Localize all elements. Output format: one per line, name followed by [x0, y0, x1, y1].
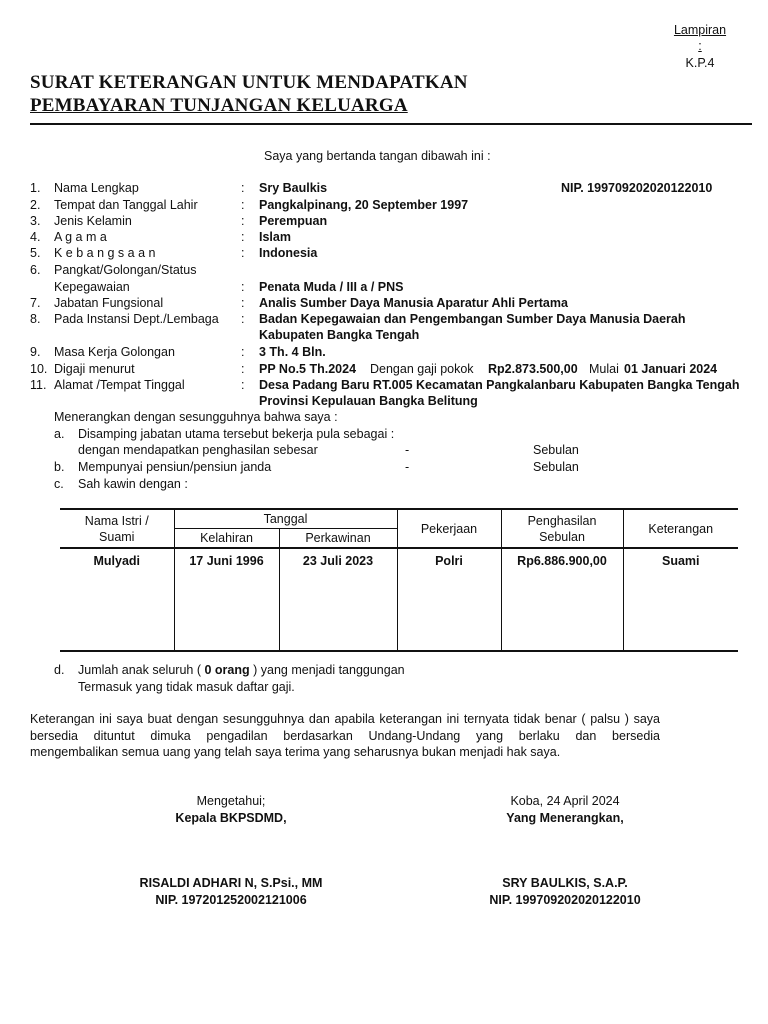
- field-value-jabatan: Analis Sumber Daya Manusia Aparatur Ahli Pertama: [259, 296, 568, 310]
- field-num: 4.: [30, 230, 41, 244]
- item-b-text: Mempunyai pensiun/pensiun janda: [78, 460, 272, 474]
- header-nama-l1: Nama Istri /: [84, 513, 149, 528]
- lampiran-code: K.P.4: [685, 56, 715, 70]
- sig-left-label: Mengetahui;: [196, 794, 266, 808]
- item-letter: d.: [54, 663, 65, 677]
- sig-right-place-date: Koba, 24 April 2024: [510, 794, 620, 808]
- field-colon: :: [241, 214, 245, 228]
- field-value-alamat: Desa Padang Baru RT.005 Kecamatan Pangkalanbaru Kabupaten Bangka Tengah: [259, 378, 740, 392]
- field-label: Masa Kerja Golongan: [54, 345, 175, 359]
- sig-left-nip: NIP. 197201252002121006: [155, 893, 307, 907]
- field-value-pp: PP No.5 Th.2024: [259, 362, 357, 376]
- item-d-pre: Jumlah anak seluruh (: [78, 663, 201, 677]
- menerangkan-text: Menerangkan dengan sesungguhnya bahwa saya :: [54, 410, 338, 424]
- item-letter: c.: [54, 477, 64, 491]
- header-penghasilan: [501, 509, 623, 548]
- lampiran-label: Lampiran: [673, 23, 727, 37]
- field-value-pangkat: Penata Muda / III a / PNS: [259, 280, 404, 294]
- field-num: 7.: [30, 296, 41, 310]
- item-letter: a.: [54, 427, 65, 441]
- title-line1: SURAT KETERANGAN UNTUK MENDAPATKAN: [30, 72, 468, 93]
- field-value-instansi: Badan Kepegawaian dan Pengembangan Sumber Daya Manusia Daerah: [259, 312, 686, 326]
- cell-perkawinan: 23 Juli 2023: [279, 548, 397, 651]
- field-colon: :: [241, 378, 245, 392]
- field-num: 9.: [30, 345, 41, 359]
- header-penghasilan-l1: Penghasilan: [527, 513, 597, 528]
- field-label: K e b a n g s a a n: [54, 246, 156, 260]
- field-value-agama: Islam: [259, 230, 291, 244]
- header-nama-l2: Suami: [99, 529, 135, 544]
- field-nip: NIP. 199709202020122010: [561, 181, 713, 195]
- field-label: A g a m a: [54, 230, 107, 244]
- cell-nama: Mulyadi: [60, 548, 174, 651]
- field-colon: :: [241, 230, 245, 244]
- item-d-post: ) yang menjadi tanggungan: [253, 663, 405, 677]
- field-num: 5.: [30, 246, 41, 260]
- cell-pekerjaan: Polri: [397, 548, 501, 651]
- field-label: Pangkat/Golongan/Status: [54, 263, 197, 277]
- item-b-dash: -: [405, 460, 410, 474]
- item-d-text2: Termasuk yang tidak masuk daftar gaji.: [78, 680, 295, 694]
- intro-text: Saya yang bertanda tangan dibawah ini :: [264, 149, 491, 163]
- field-label-cont: Kepegawaian: [54, 280, 130, 294]
- field-label: Digaji menurut: [54, 362, 135, 376]
- field-value-ttl: Pangkalpinang, 20 September 1997: [259, 198, 469, 212]
- field-label: Jabatan Fungsional: [54, 296, 164, 310]
- spouse-table: [60, 508, 738, 652]
- field-label: Tempat dan Tanggal Lahir: [54, 198, 198, 212]
- item-c-text: Sah kawin dengan :: [78, 477, 188, 491]
- header-kelahiran: Kelahiran: [174, 529, 279, 549]
- header-nama: [60, 509, 174, 548]
- item-a-text2: dengan mendapatkan penghasilan sebesar: [78, 443, 318, 457]
- field-value-alamat-cont: Provinsi Kepulauan Bangka Belitung: [259, 394, 478, 408]
- header-penghasilan-l2: Sebulan: [539, 529, 585, 544]
- item-a-sebulan: Sebulan: [533, 443, 579, 457]
- gaji-pokok-value: Rp2.873.500,00: [488, 362, 578, 376]
- field-colon: :: [241, 345, 245, 359]
- sig-right-nip: NIP. 199709202020122010: [489, 893, 641, 907]
- field-value-instansi-cont: Kabupaten Bangka Tengah: [259, 328, 420, 342]
- table-row: [60, 548, 738, 651]
- field-colon: :: [241, 246, 245, 260]
- item-letter: b.: [54, 460, 65, 474]
- sig-left-role: Kepala BKPSDMD,: [175, 811, 287, 825]
- sig-right-name: SRY BAULKIS, S.A.P.: [502, 876, 628, 890]
- cell-keterangan: Suami: [623, 548, 738, 651]
- cell-penghasilan: Rp6.886.900,00: [501, 548, 623, 651]
- field-colon: :: [241, 181, 245, 195]
- field-num: 6.: [30, 263, 41, 277]
- statement-line2: bersedia dituntut dimuka pengadilan berdasarkan Undang-Undang yang berlaku dan bersedia: [30, 729, 660, 743]
- field-value-kebangsaan: Indonesia: [259, 246, 318, 260]
- field-label: Jenis Kelamin: [54, 214, 132, 228]
- field-value-nama: Sry Baulkis: [259, 181, 328, 195]
- field-label: Alamat /Tempat Tinggal: [54, 378, 185, 392]
- item-d-line: [78, 662, 405, 678]
- field-label: Pada Instansi Dept./Lembaga: [54, 312, 219, 326]
- statement-line3: mengembalikan semua uang yang telah saya terima yang seharusnya bukan menjadi hak saya.: [30, 745, 561, 759]
- field-colon: :: [241, 280, 245, 294]
- header-tanggal: Tanggal: [174, 509, 397, 529]
- field-num: 2.: [30, 198, 41, 212]
- field-num: 8.: [30, 312, 41, 326]
- field-colon: :: [241, 362, 245, 376]
- statement-line1: Keterangan ini saya buat dengan sesungguhnya dan apabila keterangan ini ternyata tidak benar ( palsu ) saya: [30, 712, 660, 726]
- mulai-value: 01 Januari 2024: [624, 362, 718, 376]
- item-a-dash: -: [405, 443, 410, 457]
- sig-left-name: RISALDI ADHARI N, S.Psi., MM: [139, 876, 323, 890]
- item-a-text: Disamping jabatan utama tersebut bekerja pula sebagai :: [78, 427, 395, 441]
- mulai-label: Mulai: [589, 362, 619, 376]
- field-num: 11.: [30, 378, 47, 392]
- title-line2: PEMBAYARAN TUNJANGAN KELUARGA: [30, 95, 408, 116]
- sig-right-role: Yang Menerangkan,: [506, 811, 624, 825]
- field-num: 1.: [30, 181, 41, 195]
- field-colon: :: [241, 312, 245, 326]
- header-perkawinan: Perkawinan: [279, 529, 397, 549]
- field-num: 10.: [30, 362, 48, 376]
- field-value-masa-kerja: 3 Th. 4 Bln.: [259, 345, 326, 359]
- title-divider: [30, 123, 752, 125]
- field-num: 3.: [30, 214, 41, 228]
- item-d-count: 0 orang: [204, 663, 250, 677]
- header-keterangan: Keterangan: [623, 509, 738, 548]
- field-colon: :: [241, 296, 245, 310]
- header-pekerjaan: Pekerjaan: [397, 509, 501, 548]
- field-label: Nama Lengkap: [54, 181, 139, 195]
- item-b-sebulan: Sebulan: [533, 460, 579, 474]
- field-colon: :: [241, 198, 245, 212]
- lampiran-colon: :: [698, 39, 702, 53]
- gaji-pokok-label: Dengan gaji pokok: [370, 362, 474, 376]
- field-value-kelamin: Perempuan: [259, 214, 328, 228]
- cell-kelahiran: 17 Juni 1996: [174, 548, 279, 651]
